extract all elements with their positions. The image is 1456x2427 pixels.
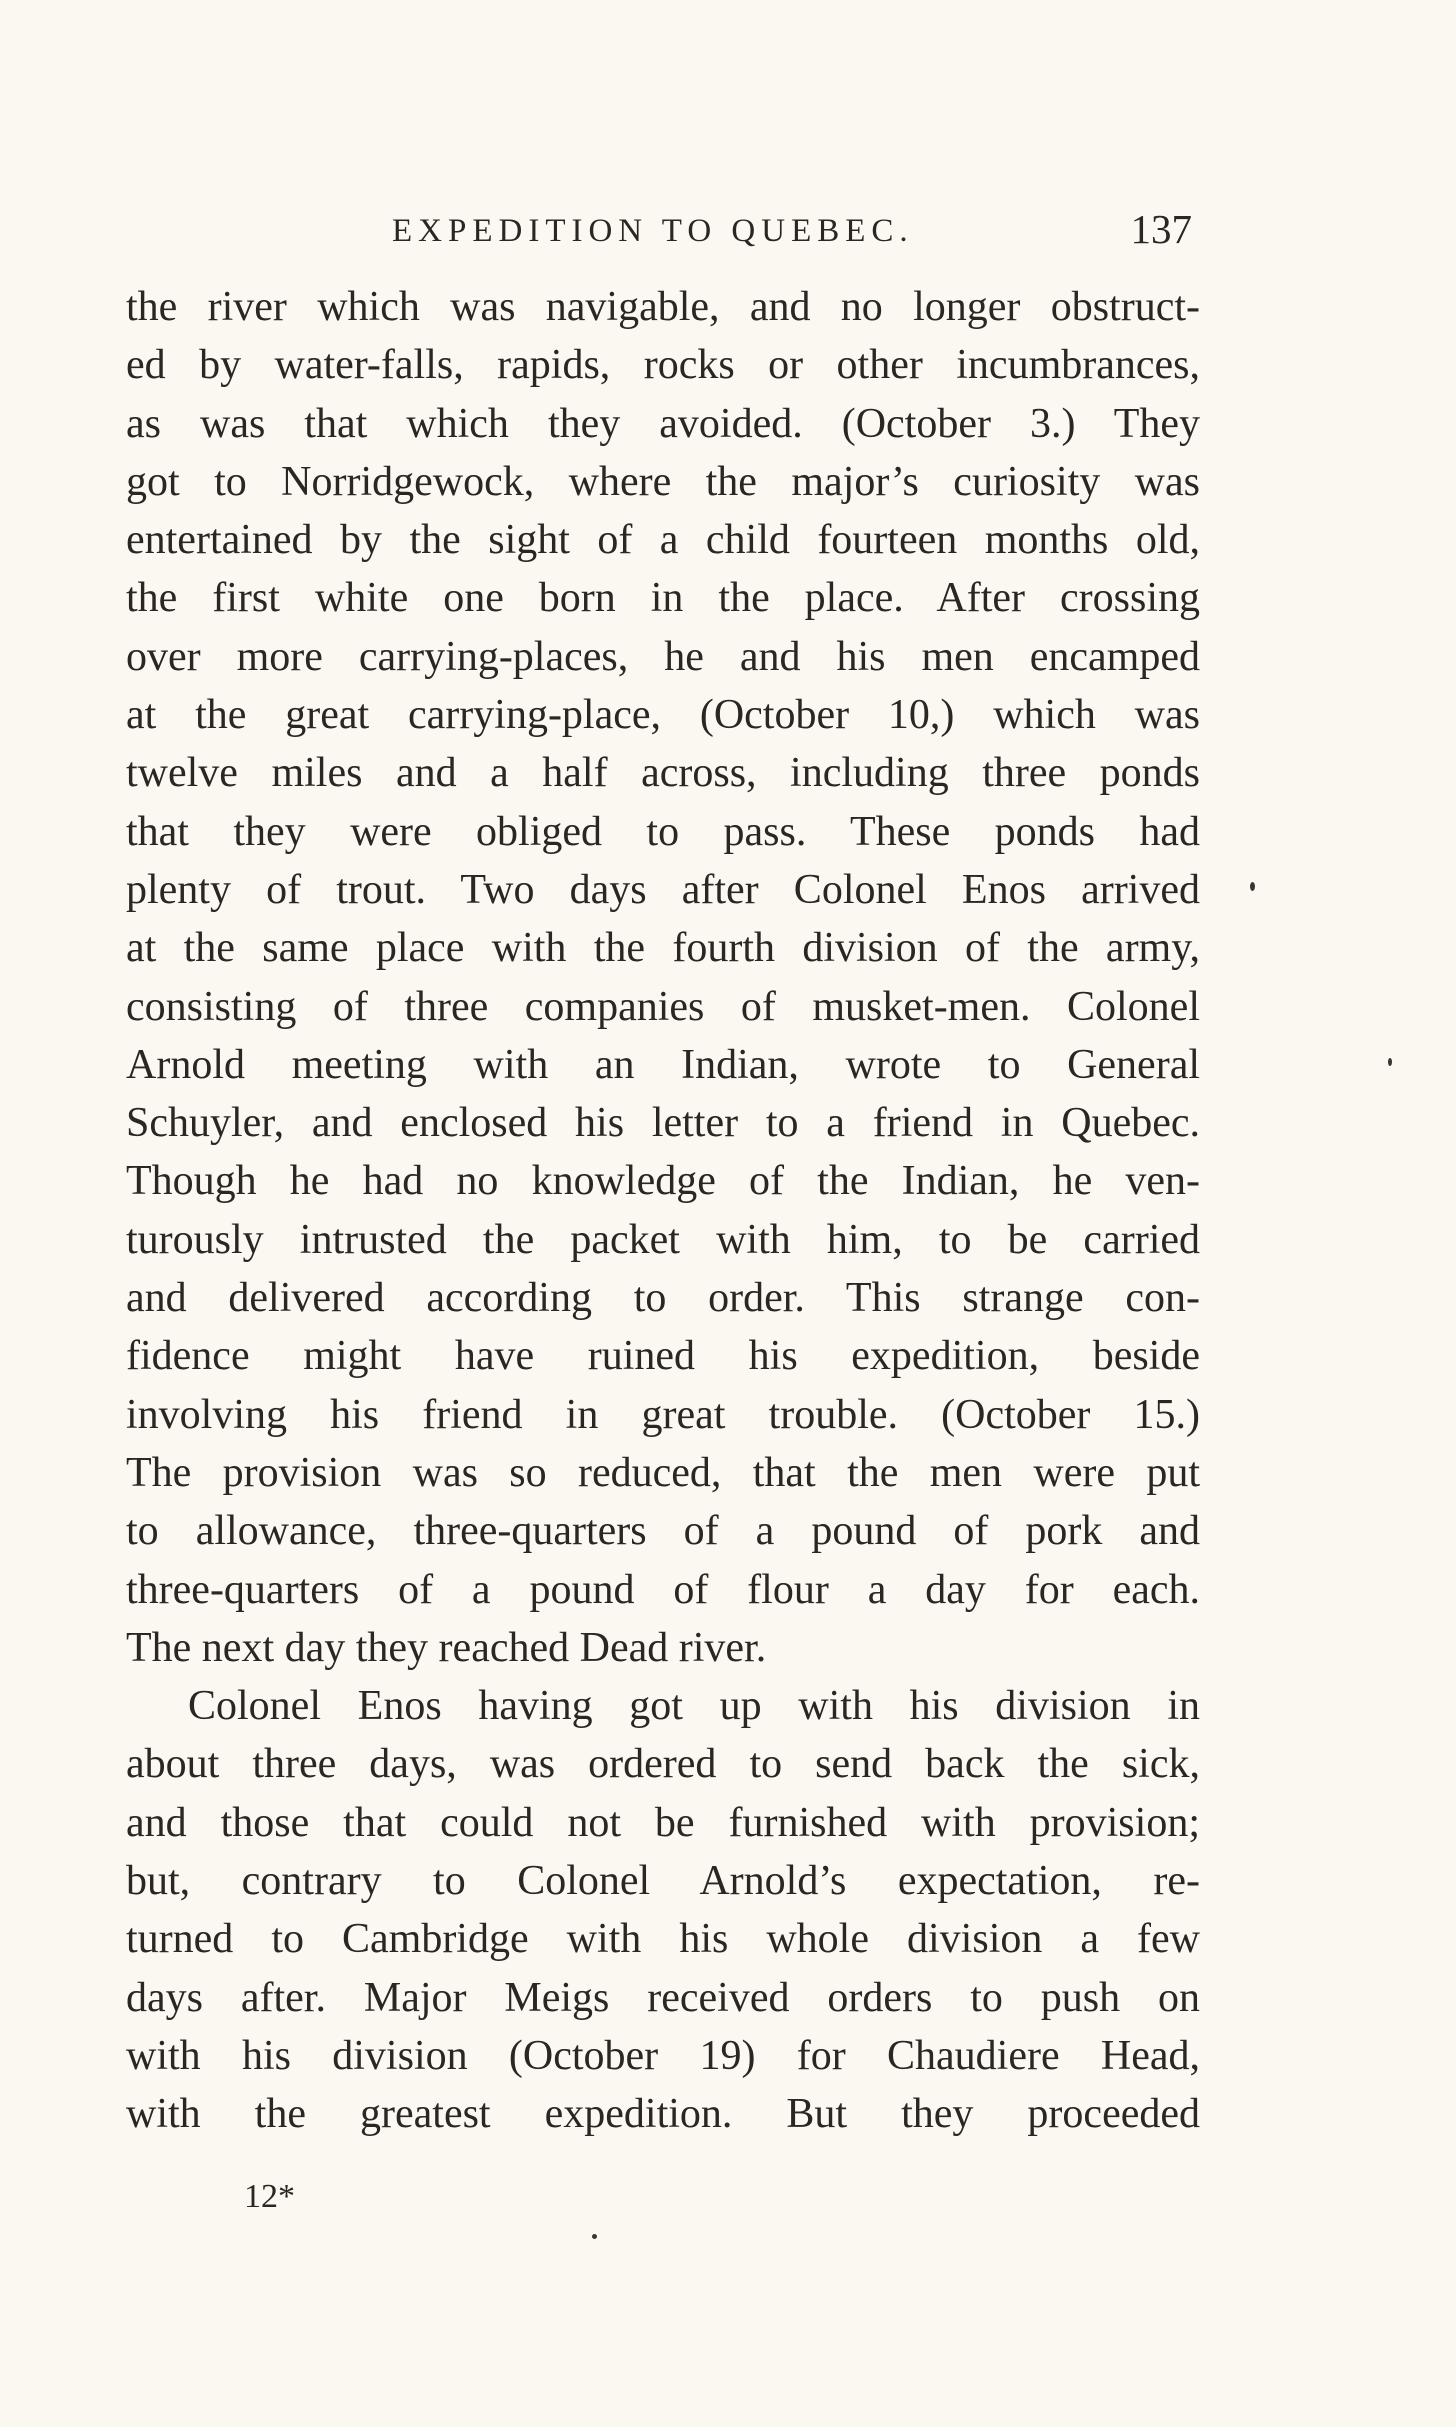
text-line: days after. Major Meigs received orders to push on [126,1974,1200,2021]
ink-speck [1388,1058,1392,1066]
text-line: with the greatest expedition. But they proceeded [126,2091,1200,2138]
text-line: The provision was so reduced, that the men were put [126,1449,1200,1496]
text-line: at the great carrying-place, (October 10,) which was [126,692,1200,739]
paragraph-start-line: Colonel Enos having got up with his division in [188,1683,1200,1730]
text-line: consisting of three companies of musket-men. Colonel [126,983,1200,1030]
text-line: entertained by the sight of a child fourteen months old, [126,517,1200,564]
text-line: turously intrusted the packet with him, to be carried [126,1216,1200,1263]
ink-speck [592,2234,597,2239]
text-line: the first white one born in the place. After crossing [126,575,1200,622]
text-line: with his division (October 19) for Chaudiere Head, [126,2032,1200,2079]
text-line: Arnold meeting with an Indian, wrote to General [126,1041,1200,1088]
page-number: 137 [1130,206,1192,252]
text-line: got to Norridgewock, where the major’s curiosity was [126,458,1200,505]
text-line: three-quarters of a pound of flour a day for each. [126,1566,1200,1613]
text-line: turned to Cambridge with his whole division a few [126,1916,1200,1963]
text-line: at the same place with the fourth division of the army, [126,925,1200,972]
text-line: plenty of trout. Two days after Colonel Enos arrived [126,866,1200,913]
text-line: ed by water-falls, rapids, rocks or other incumbrances, [126,342,1200,389]
text-line: but, contrary to Colonel Arnold’s expectation, re- [126,1858,1200,1905]
text-line: as was that which they avoided. (October 3.) They [126,400,1200,447]
text-line: Schuyler, and enclosed his letter to a friend in Quebec. [126,1100,1200,1147]
signature-mark: 12* [244,2178,295,2215]
ink-speck [1250,882,1255,891]
text-line: that they were obliged to pass. These ponds had [126,808,1200,855]
running-head [392,205,1192,255]
text-line: fidence might have ruined his expedition, beside [126,1333,1200,1380]
text-line: to allowance, three-quarters of a pound of pork and [126,1508,1200,1555]
body-text [126,278,1200,2144]
text-line: involving his friend in great trouble. (October 15.) [126,1391,1200,1438]
paragraph-end-line: The next day they reached Dead river. [126,1624,767,1671]
text-line: over more carrying-places, he and his men encamped [126,633,1200,680]
running-title: EXPEDITION TO QUEBEC. [392,213,914,249]
text-line: and those that could not be furnished with provision; [126,1799,1200,1846]
text-line: twelve miles and a half across, including three ponds [126,750,1200,797]
text-line: the river which was navigable, and no longer obstruct- [126,284,1200,330]
text-line: Though he had no knowledge of the Indian, he ven- [126,1158,1200,1205]
text-line: and delivered according to order. This strange con- [126,1275,1200,1322]
text-line: about three days, was ordered to send back the sick, [126,1741,1200,1788]
